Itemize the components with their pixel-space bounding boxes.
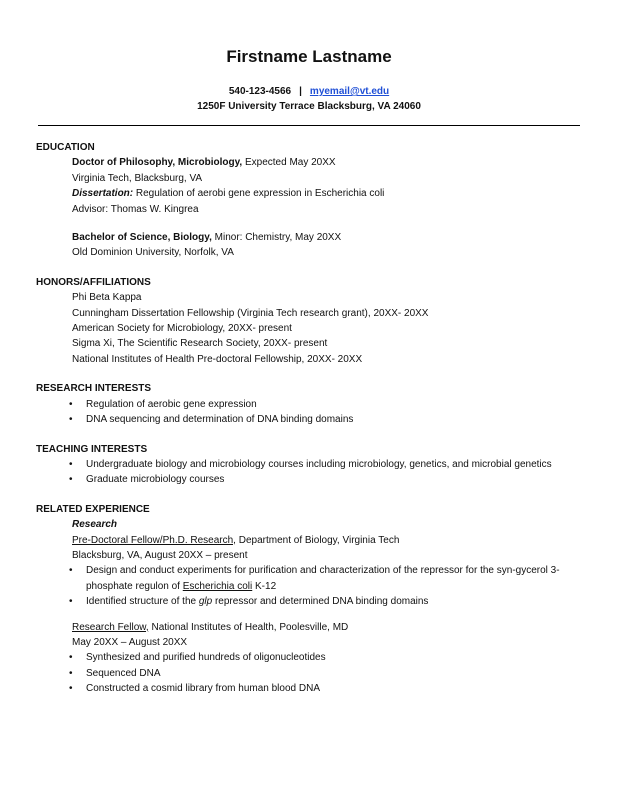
job2-title: Research Fellow, bbox=[72, 621, 149, 633]
phd-advisor: Advisor: Thomas W. Kingrea bbox=[72, 203, 199, 215]
contact-line bbox=[0, 84, 618, 99]
education-bs bbox=[36, 230, 584, 261]
honor-item: American Society for Microbiology, 20XX- present bbox=[72, 323, 292, 335]
job2-bullet: • Synthesized and purified hundreds of oligonucleotides bbox=[86, 650, 584, 665]
bs-detail: Minor: Chemistry, May 20XX bbox=[211, 232, 342, 244]
phd-degree: Doctor of Philosophy, Microbiology, bbox=[72, 157, 243, 169]
experience-subheading: Research bbox=[72, 519, 118, 531]
job1-bullet1-suffix: K-12 bbox=[252, 580, 277, 592]
job1-bullets bbox=[36, 563, 584, 609]
job2-bullet: • Constructed a cosmid library from human blood DNA bbox=[86, 681, 584, 696]
email-link[interactable]: myemail@vt.edu bbox=[309, 86, 390, 97]
dissertation-title: Regulation of aerobi gene expression in Escherichia coli bbox=[133, 188, 385, 200]
job1-location-dates: Blacksburg, VA, August 20XX – present bbox=[72, 549, 248, 561]
organism-name: Escherichia coli bbox=[182, 580, 253, 592]
gene-name: glp bbox=[198, 596, 213, 608]
job1-bullet bbox=[86, 594, 584, 609]
teaching-interest-item: • Graduate microbiology courses bbox=[86, 472, 584, 487]
section-heading-education: EDUCATION bbox=[36, 142, 95, 153]
job1-bullet2-suffix: repressor and determined DNA binding domains bbox=[212, 596, 429, 608]
section-heading-honors: HONORS/AFFILIATIONS bbox=[36, 276, 151, 288]
research-interests-list bbox=[36, 397, 584, 428]
job2-title-line bbox=[36, 620, 584, 635]
bs-degree: Bachelor of Science, Biology, bbox=[72, 232, 212, 244]
job1-bullet2-text: Identified structure of the bbox=[86, 596, 199, 608]
section-heading-teaching-interests: TEACHING INTERESTS bbox=[36, 443, 148, 455]
section-heading-experience: RELATED EXPERIENCE bbox=[36, 503, 150, 515]
honors-list bbox=[36, 290, 584, 367]
section-heading-research-interests: RESEARCH INTERESTS bbox=[36, 383, 152, 395]
dissertation-label: Dissertation: bbox=[72, 188, 134, 200]
honor-item: Sigma Xi, The Scientific Research Society, 20XX- present bbox=[72, 338, 328, 350]
phd-degree-line bbox=[72, 155, 584, 170]
job1-bullet bbox=[86, 563, 584, 594]
contact-block bbox=[0, 84, 618, 114]
honor-item: National Institutes of Health Pre-doctoral Fellowship, 20XX- 20XX bbox=[72, 353, 363, 365]
research-interest-item: • Regulation of aerobic gene expression bbox=[86, 397, 584, 412]
phd-date: Expected May 20XX bbox=[242, 157, 336, 169]
job2-org: National Institutes of Health, Poolesville, MD bbox=[148, 621, 349, 633]
teaching-interest-item: • Undergraduate biology and microbiology courses including microbiology, genetics, and microbial genetics bbox=[86, 457, 584, 472]
dissertation-line bbox=[72, 186, 584, 201]
job2-bullets bbox=[36, 650, 584, 696]
job2-dates: May 20XX – August 20XX bbox=[72, 636, 188, 648]
job1-bullet1-text: Design and conduct experiments for purification and characterization of the repressor for the syn-gycerol 3-phosphate regulon of bbox=[86, 565, 560, 592]
phone-number: 540-123-4566 bbox=[228, 86, 292, 97]
address: 1250F University Terrace Blacksburg, VA 24060 bbox=[197, 101, 421, 112]
resume-body bbox=[36, 140, 584, 697]
education-phd bbox=[36, 155, 584, 217]
honor-item: Phi Beta Kappa bbox=[72, 292, 142, 304]
applicant-name: Firstname Lastname bbox=[226, 47, 392, 66]
job2-bullet: • Sequenced DNA bbox=[86, 666, 584, 681]
honor-item: Cunningham Dissertation Fellowship (Virginia Tech research grant), 20XX- 20XX bbox=[72, 307, 429, 319]
spacer bbox=[36, 217, 584, 230]
job1-title-line bbox=[36, 533, 584, 548]
job1-title: Pre-Doctoral Fellow/Ph.D. Research, bbox=[72, 534, 236, 546]
spacer bbox=[36, 610, 584, 620]
header-divider bbox=[38, 125, 580, 126]
bs-school: Old Dominion University, Norfolk, VA bbox=[72, 247, 234, 259]
teaching-interests-list bbox=[36, 457, 584, 488]
contact-separator: | bbox=[299, 86, 302, 97]
research-interest-item: • DNA sequencing and determination of DNA binding domains bbox=[86, 412, 584, 427]
phd-school: Virginia Tech, Blacksburg, VA bbox=[72, 172, 203, 184]
bs-degree-line bbox=[72, 230, 584, 245]
job1-org: Department of Biology, Virginia Tech bbox=[235, 534, 400, 546]
